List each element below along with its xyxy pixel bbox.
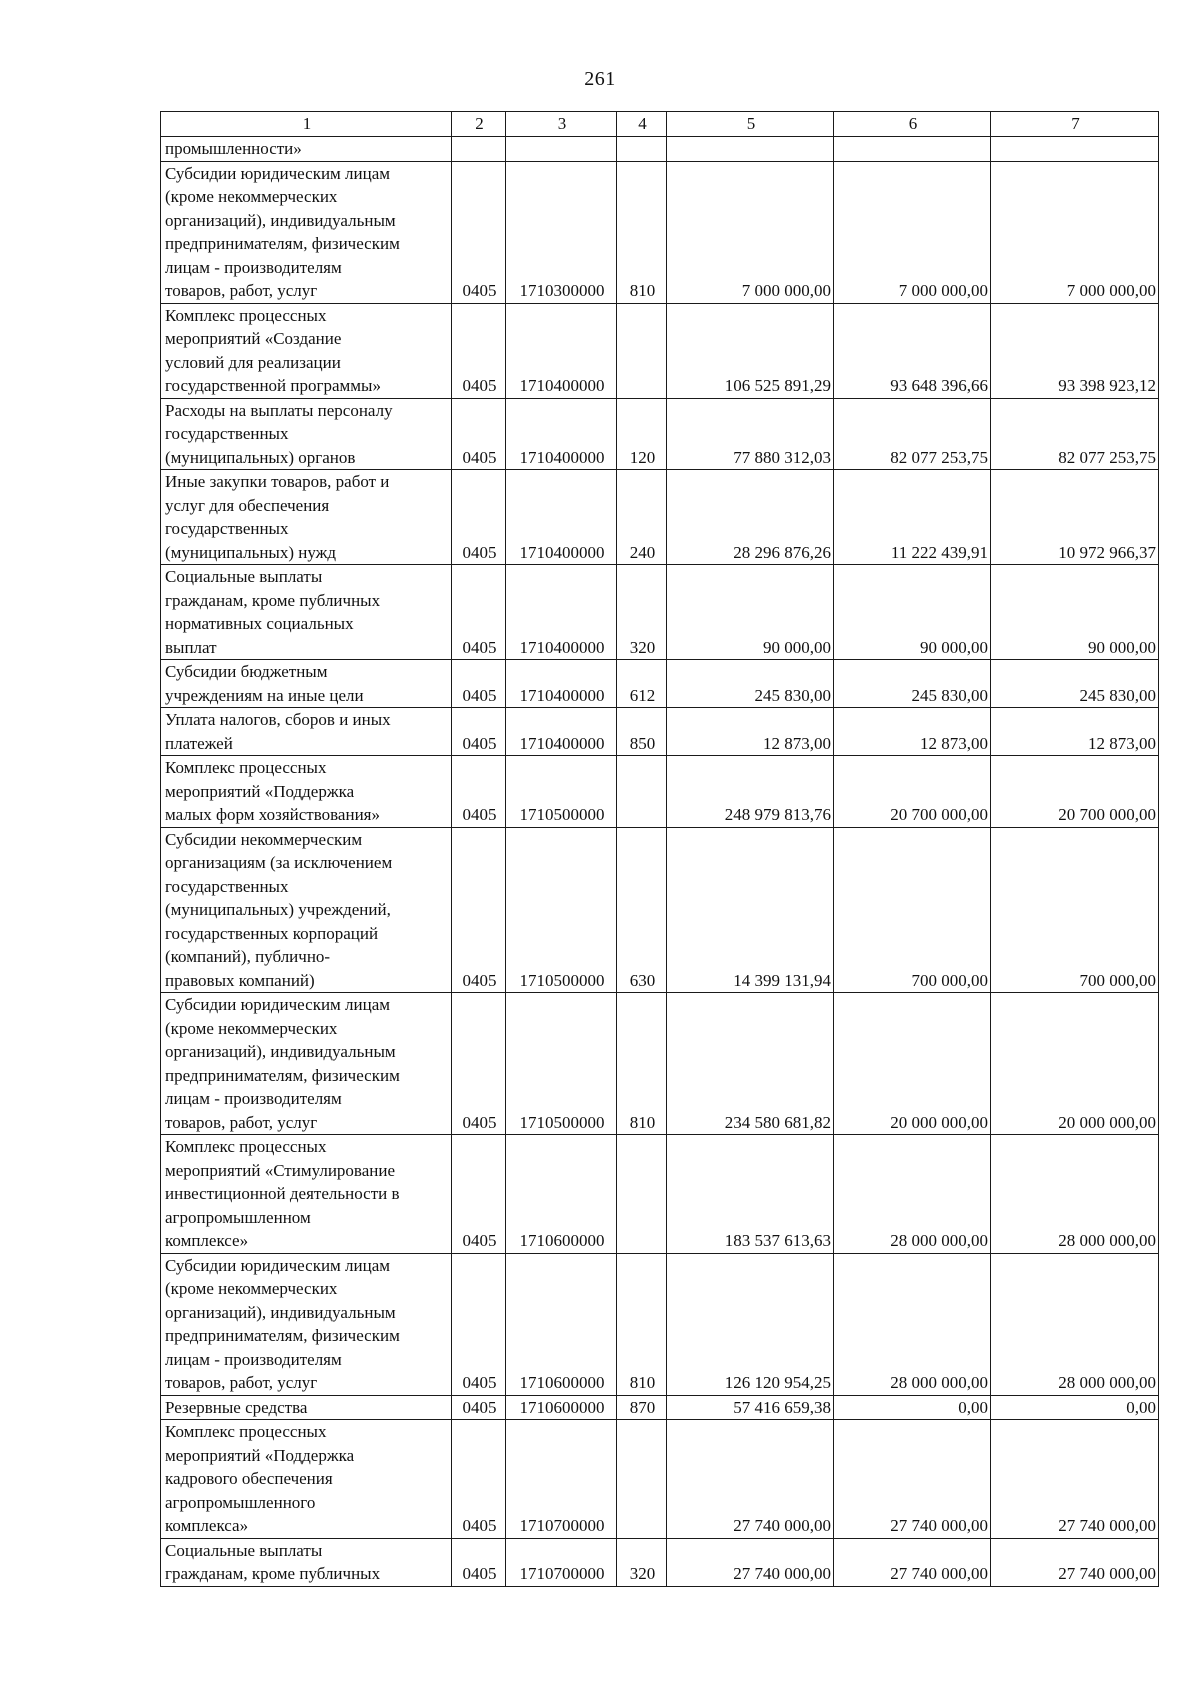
row-expense-type-cell: 850 (617, 708, 667, 756)
row-section-cell: 0405 (452, 565, 506, 660)
row-target-cell: 1710400000 (506, 660, 617, 708)
row-sum-3-cell: 27 740 000,00 (991, 1420, 1159, 1539)
row-sum-3-cell: 20 000 000,00 (991, 993, 1159, 1135)
row-sum-3-cell: 28 000 000,00 (991, 1253, 1159, 1395)
row-expense-type-cell (617, 756, 667, 828)
table-row (161, 1395, 1159, 1420)
row-target-cell: 1710400000 (506, 398, 617, 470)
row-sum-3-cell: 93 398 923,12 (991, 303, 1159, 398)
row-sum-2-cell: 20 000 000,00 (834, 993, 991, 1135)
header-col-2: 2 (452, 112, 506, 137)
row-sum-3-cell (991, 137, 1159, 162)
row-expense-type-cell: 810 (617, 161, 667, 303)
row-sum-3-cell: 12 873,00 (991, 708, 1159, 756)
row-name-cell: промышленности» (161, 137, 452, 162)
row-target-cell: 1710600000 (506, 1395, 617, 1420)
row-sum-3-cell: 27 740 000,00 (991, 1538, 1159, 1586)
row-name-cell: Субсидии бюджетным учреждениям на иные цели (161, 660, 452, 708)
row-name-cell: Субсидии юридическим лицам (кроме некоммерческих организаций), индивидуальным предпринимателям, физическим лицам - производителям товаров, работ, услуг (161, 1253, 452, 1395)
row-name-cell: Иные закупки товаров, работ и услуг для обеспечения государственных (муниципальных) нужд (161, 470, 452, 565)
row-name-cell: Комплекс процессных мероприятий «Стимулирование инвестиционной деятельности в агропромышленном комплексе» (161, 1135, 452, 1254)
row-name-cell: Субсидии некоммерческим организациям (за исключением государственных (муниципальных) учреждений, государственных корпораций (компаний), публично- правовых компаний) (161, 827, 452, 993)
table-row (161, 161, 1159, 303)
row-target-cell: 1710700000 (506, 1420, 617, 1539)
row-section-cell: 0405 (452, 398, 506, 470)
row-sum-1-cell: 234 580 681,82 (667, 993, 834, 1135)
row-sum-1-cell: 14 399 131,94 (667, 827, 834, 993)
row-target-cell: 1710400000 (506, 303, 617, 398)
row-sum-3-cell: 0,00 (991, 1395, 1159, 1420)
table-row (161, 1538, 1159, 1586)
table-row (161, 1135, 1159, 1254)
row-sum-2-cell: 28 000 000,00 (834, 1253, 991, 1395)
table-body (161, 137, 1159, 1587)
row-sum-2-cell: 90 000,00 (834, 565, 991, 660)
row-sum-3-cell: 28 000 000,00 (991, 1135, 1159, 1254)
row-sum-1-cell (667, 137, 834, 162)
row-expense-type-cell: 630 (617, 827, 667, 993)
row-target-cell: 1710400000 (506, 708, 617, 756)
header-col-4: 4 (617, 112, 667, 137)
row-name-cell: Субсидии юридическим лицам (кроме некоммерческих организаций), индивидуальным предпринимателям, физическим лицам - производителям товаров, работ, услуг (161, 161, 452, 303)
row-section-cell: 0405 (452, 756, 506, 828)
row-name-cell: Уплата налогов, сборов и иных платежей (161, 708, 452, 756)
header-col-7: 7 (991, 112, 1159, 137)
table-row (161, 303, 1159, 398)
row-sum-1-cell: 27 740 000,00 (667, 1538, 834, 1586)
row-sum-2-cell: 700 000,00 (834, 827, 991, 993)
row-section-cell: 0405 (452, 1395, 506, 1420)
row-section-cell: 0405 (452, 708, 506, 756)
row-expense-type-cell (617, 1135, 667, 1254)
row-sum-1-cell: 106 525 891,29 (667, 303, 834, 398)
table-row (161, 398, 1159, 470)
row-sum-3-cell: 700 000,00 (991, 827, 1159, 993)
row-sum-1-cell: 57 416 659,38 (667, 1395, 834, 1420)
header-col-1: 1 (161, 112, 452, 137)
table-row (161, 756, 1159, 828)
page-number: 261 (584, 68, 616, 90)
row-sum-3-cell: 82 077 253,75 (991, 398, 1159, 470)
row-target-cell: 1710700000 (506, 1538, 617, 1586)
row-expense-type-cell: 120 (617, 398, 667, 470)
table-header-row (161, 112, 1159, 137)
row-sum-3-cell: 7 000 000,00 (991, 161, 1159, 303)
row-sum-3-cell: 10 972 966,37 (991, 470, 1159, 565)
row-name-cell: Комплекс процессных мероприятий «Создание условий для реализации государственной программы» (161, 303, 452, 398)
row-target-cell: 1710400000 (506, 470, 617, 565)
row-name-cell: Расходы на выплаты персоналу государственных (муниципальных) органов (161, 398, 452, 470)
table-row (161, 660, 1159, 708)
budget-table (160, 111, 1159, 1587)
row-sum-1-cell: 7 000 000,00 (667, 161, 834, 303)
row-sum-2-cell: 20 700 000,00 (834, 756, 991, 828)
header-col-5: 5 (667, 112, 834, 137)
row-sum-2-cell: 27 740 000,00 (834, 1538, 991, 1586)
row-section-cell: 0405 (452, 1420, 506, 1539)
row-section-cell: 0405 (452, 827, 506, 993)
row-target-cell: 1710400000 (506, 565, 617, 660)
row-section-cell: 0405 (452, 1135, 506, 1254)
row-sum-2-cell: 93 648 396,66 (834, 303, 991, 398)
row-sum-3-cell: 20 700 000,00 (991, 756, 1159, 828)
row-name-cell: Социальные выплаты гражданам, кроме публичных нормативных социальных выплат (161, 565, 452, 660)
row-expense-type-cell (617, 303, 667, 398)
row-expense-type-cell (617, 137, 667, 162)
row-sum-1-cell: 27 740 000,00 (667, 1420, 834, 1539)
table-row (161, 1253, 1159, 1395)
table-row (161, 137, 1159, 162)
row-name-cell: Резервные средства (161, 1395, 452, 1420)
row-sum-2-cell: 27 740 000,00 (834, 1420, 991, 1539)
row-section-cell: 0405 (452, 470, 506, 565)
row-expense-type-cell: 870 (617, 1395, 667, 1420)
row-sum-3-cell: 90 000,00 (991, 565, 1159, 660)
row-name-cell: Комплекс процессных мероприятий «Поддержка малых форм хозяйствования» (161, 756, 452, 828)
row-expense-type-cell: 320 (617, 565, 667, 660)
row-expense-type-cell: 240 (617, 470, 667, 565)
row-sum-1-cell: 126 120 954,25 (667, 1253, 834, 1395)
row-section-cell: 0405 (452, 161, 506, 303)
row-section-cell: 0405 (452, 303, 506, 398)
row-section-cell: 0405 (452, 1538, 506, 1586)
table-row (161, 708, 1159, 756)
row-name-cell: Субсидии юридическим лицам (кроме некоммерческих организаций), индивидуальным предпринимателям, физическим лицам - производителям товаров, работ, услуг (161, 993, 452, 1135)
row-section-cell: 0405 (452, 993, 506, 1135)
table-row (161, 470, 1159, 565)
table-row (161, 827, 1159, 993)
row-sum-2-cell: 12 873,00 (834, 708, 991, 756)
row-sum-2-cell (834, 137, 991, 162)
row-sum-2-cell: 82 077 253,75 (834, 398, 991, 470)
row-expense-type-cell: 810 (617, 1253, 667, 1395)
row-target-cell: 1710500000 (506, 827, 617, 993)
row-section-cell: 0405 (452, 1253, 506, 1395)
row-target-cell: 1710500000 (506, 993, 617, 1135)
row-expense-type-cell: 612 (617, 660, 667, 708)
row-expense-type-cell: 320 (617, 1538, 667, 1586)
row-section-cell (452, 137, 506, 162)
row-sum-2-cell: 245 830,00 (834, 660, 991, 708)
row-expense-type-cell: 810 (617, 993, 667, 1135)
row-target-cell (506, 137, 617, 162)
row-sum-2-cell: 0,00 (834, 1395, 991, 1420)
header-col-6: 6 (834, 112, 991, 137)
header-col-3: 3 (506, 112, 617, 137)
row-sum-1-cell: 12 873,00 (667, 708, 834, 756)
table-row (161, 993, 1159, 1135)
row-target-cell: 1710600000 (506, 1135, 617, 1254)
row-sum-1-cell: 77 880 312,03 (667, 398, 834, 470)
table-row (161, 1420, 1159, 1539)
row-target-cell: 1710500000 (506, 756, 617, 828)
row-name-cell: Социальные выплаты гражданам, кроме публичных (161, 1538, 452, 1586)
row-sum-1-cell: 28 296 876,26 (667, 470, 834, 565)
row-target-cell: 1710300000 (506, 161, 617, 303)
row-sum-2-cell: 28 000 000,00 (834, 1135, 991, 1254)
row-sum-3-cell: 245 830,00 (991, 660, 1159, 708)
row-name-cell: Комплекс процессных мероприятий «Поддержка кадрового обеспечения агропромышленного комплекса» (161, 1420, 452, 1539)
row-sum-1-cell: 183 537 613,63 (667, 1135, 834, 1254)
row-sum-2-cell: 7 000 000,00 (834, 161, 991, 303)
row-section-cell: 0405 (452, 660, 506, 708)
row-sum-2-cell: 11 222 439,91 (834, 470, 991, 565)
row-sum-1-cell: 245 830,00 (667, 660, 834, 708)
row-expense-type-cell (617, 1420, 667, 1539)
row-sum-1-cell: 248 979 813,76 (667, 756, 834, 828)
table-row (161, 565, 1159, 660)
row-sum-1-cell: 90 000,00 (667, 565, 834, 660)
row-target-cell: 1710600000 (506, 1253, 617, 1395)
